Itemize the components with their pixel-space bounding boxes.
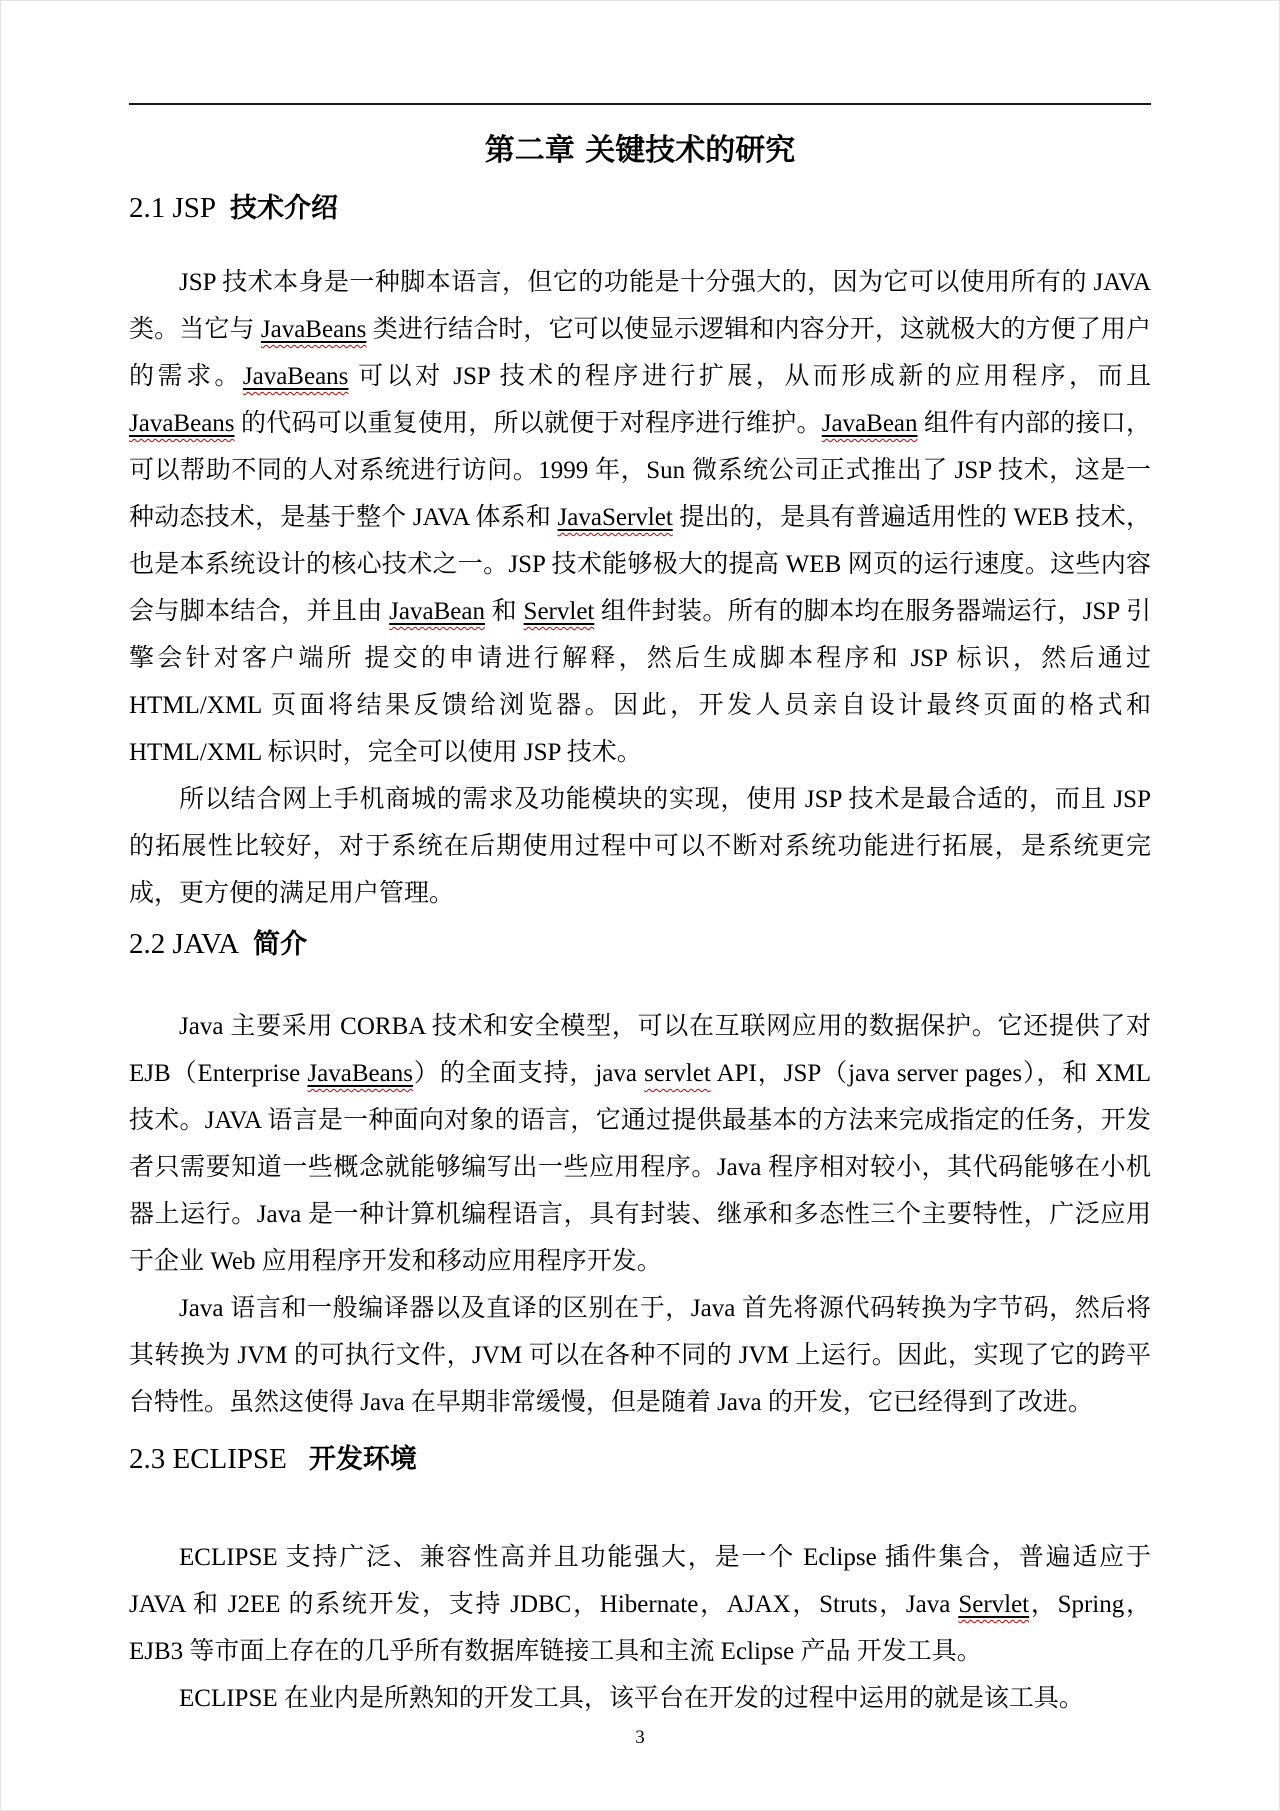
underlined-spellcheck-word: JavaBean	[389, 598, 485, 625]
spellcheck-word: servlet	[644, 1060, 711, 1087]
section-jsp-intro	[129, 187, 1151, 917]
section-heading-text: 简介	[253, 929, 308, 960]
paragraph: Java 主要采用 CORBA 技术和安全模型，可以在互联网应用的数据保护。它还提供了对 EJB（Enterprise JavaBeans）的全面支持，java servlet API，JSP（java server pages），和 XML 技术。JAVA 语言是一种面向对象的语言，它通过提供最基本的方法来完成指定的任务，开发者只需要知道一些概念就能够编写出一些应用程序。Java 程序相对较小，其代码能够在小机器上运行。Java 是一种计算机编程语言，具有封装、继承和多态性三个主要特性，广泛应用于企业 Web 应用程序开发和移动应用程序开发。	[129, 1013, 1151, 1275]
section-heading-number: 2.2 JAVA	[129, 928, 240, 960]
section-java-intro	[129, 923, 1151, 1426]
underlined-spellcheck-word: JavaServlet	[557, 504, 673, 531]
section-heading-number: 2.1 JSP	[129, 192, 217, 224]
section-heading-2-2	[129, 923, 1151, 967]
section-eclipse-env	[129, 1438, 1151, 1722]
paragraph: JSP 技术本身是一种脚本语言，但它的功能是十分强大的，因为它可以使用所有的 JAVA 类。当它与 JavaBeans 类进行结合时，它可以使显示逻辑和内容分开，这就极大的方便了用户的需求。JavaBeans 可以对 JSP 技术的程序进行扩展，从而形成新的应用程序，而且 JavaBeans 的代码可以重复使用，所以就便于对程序进行维护。JavaBean 组件有内部的接口，可以帮助不同的人对系统进行访问。1999 年，Sun 微系统公司正式推出了 JSP 技术，这是一种动态技术，是基于整个 JAVA 体系和 JavaServlet 提出的，是具有普遍适用性的 WEB 技术，也是本系统设计的核心技术之一。JSP 技术能够极大的提高 WEB 网页的运行速度。这些内容会与脚本结合，并且由 JavaBean 和 Servlet 组件封装。所有的脚本均在服务器端运行，JSP 引擎会针对客户端所 提交的申请进行解释，然后生成脚本程序和 JSP 标识，然后通过 HTML/XML 页面将结果反馈给浏览器。因此，开发人员亲自设计最终页面的格式和 HTML/XML 标识时，完全可以使用 JSP 技术。	[129, 269, 1151, 766]
page-number: 3	[635, 1727, 645, 1748]
paragraph: ECLIPSE 支持广泛、兼容性高并且功能强大，是一个 Eclipse 插件集合，普遍适应于 JAVA 和 J2EE 的系统开发，支持 JDBC，Hibernate，AJAX，Struts，Java Servlet，Spring，EJB3 等市面上存在的几乎所有数据库链接工具和主流 Eclipse 产品 开发工具。	[129, 1544, 1151, 1665]
underlined-spellcheck-word: Servlet	[523, 598, 595, 625]
section-heading-2-1	[129, 187, 1151, 231]
underlined-spellcheck-word: JavaBeans	[260, 316, 367, 343]
underlined-spellcheck-word: JavaBeans	[242, 363, 349, 390]
paragraph: Java 语言和一般编译器以及直译的区别在于，Java 首先将源代码转换为字节码，然后将其转换为 JVM 的可执行文件，JVM 可以在各种不同的 JVM 上运行。因此，实现了它的跨平台特性。虽然这使得 Java 在早期非常缓慢，但是随着 Java 的开发，它已经得到了改进。	[129, 1295, 1151, 1416]
underlined-spellcheck-word: JavaBeans	[129, 410, 235, 437]
section-heading-number: 2.3 ECLIPSE	[129, 1443, 287, 1475]
paragraph: 所以结合网上手机商城的需求及功能模块的实现，使用 JSP 技术是最合适的，而且 JSP 的拓展性比较好，对于系统在后期使用过程中可以不断对系统功能进行拓展，是系统更完成，更方便的满足用户管理。	[129, 786, 1151, 907]
underlined-spellcheck-word: JavaBean	[821, 410, 918, 437]
paragraph: ECLIPSE 在业内是所熟知的开发工具，该平台在开发的过程中运用的就是该工具。	[179, 1685, 1084, 1712]
underlined-spellcheck-word: Servlet	[958, 1591, 1030, 1618]
underlined-spellcheck-word: JavaBeans	[307, 1060, 413, 1087]
section-heading-2-3	[129, 1438, 1151, 1482]
section-heading-text: 技术介绍	[230, 193, 339, 224]
header-rule	[129, 103, 1151, 105]
chapter-title: 第二章 关键技术的研究	[484, 133, 796, 168]
section-heading-text: 开发环境	[308, 1444, 417, 1475]
